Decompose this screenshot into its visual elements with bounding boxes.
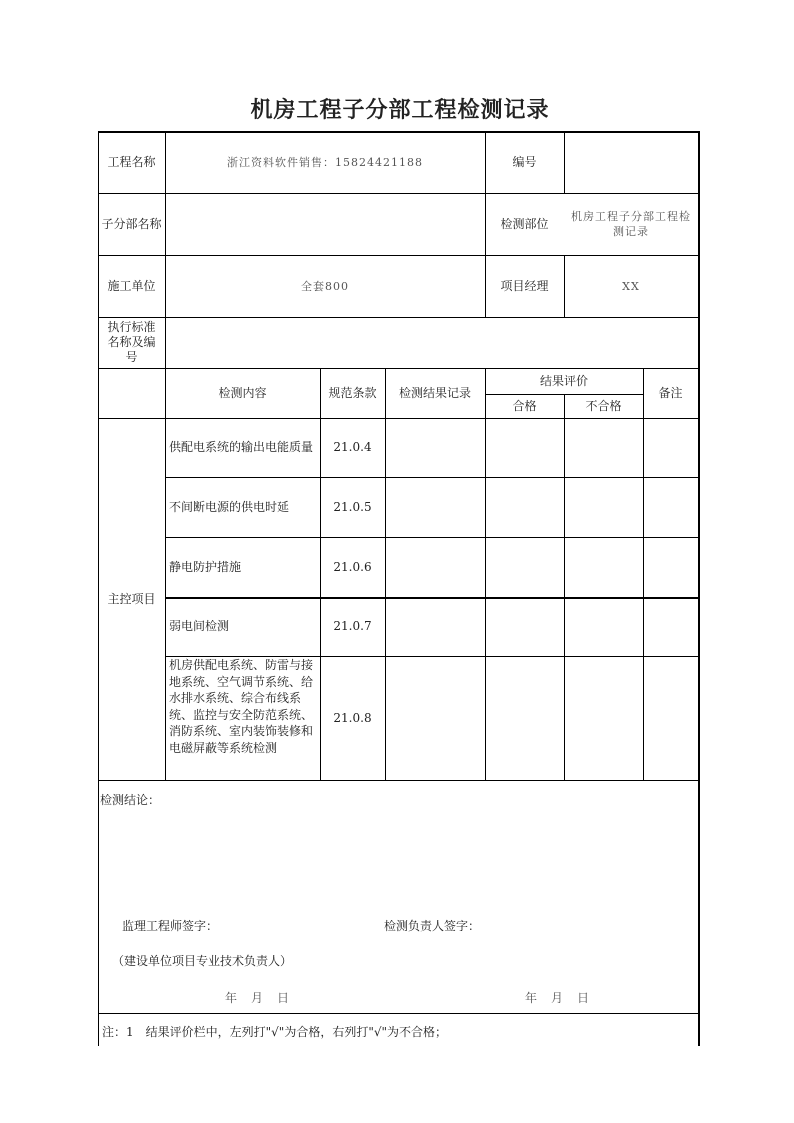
construction-unit-value[interactable]: 全套800 [301,279,349,293]
conclusion-label: 检测结论： [100,793,161,807]
row-content: 弱电间检测 [169,619,230,633]
standard-label: 执行标准名称及编号 [107,320,156,364]
subdivision-label: 子分部名称 [101,216,162,231]
number-value[interactable] [564,131,698,193]
inspector-sign-label: 检测负责人签字： [384,919,481,933]
supervisor-sign-label: 监理工程师签字： [122,919,219,933]
construction-unit-label: 施工单位 [107,278,156,293]
date-right: 年 月 日 [525,991,591,1005]
row-clause: 21.0.5 [333,499,372,514]
row-content: 不间断电源的供电时延 [169,499,290,514]
row-content: 机房供配电系统、防雷与接地系统、空气调节系统、给水排水系统、综合布线系统、监控与安全防范系统、消防系统、室内装饰装修和电磁屏蔽等系统检测 [169,658,314,755]
supervisor-note: （建设单位项目专业技术负责人） [112,954,293,968]
row-clause: 21.0.8 [333,710,372,725]
col-fail: 不合格 [585,398,622,413]
row-content: 供配电系统的输出电能质量 [169,440,314,454]
row-content: 静电防护措施 [169,559,242,574]
footnote: 注：1 结果评价栏中，左列打"√"为合格，右列打"√"为不合格； [102,1025,448,1039]
main-group-label: 主控项目 [107,591,156,606]
project-manager-value[interactable]: XX [622,279,640,293]
project-name-value[interactable]: 浙江资料软件销售：15824421188 [227,155,423,169]
date-left: 年 月 日 [225,991,291,1005]
col-record: 检测结果记录 [398,385,471,400]
inspection-part-value[interactable]: 机房工程子分部工程检测记录 [571,210,691,238]
col-content: 检测内容 [218,385,267,400]
project-name-label: 工程名称 [107,154,156,169]
row-clause: 21.0.7 [333,619,372,633]
row-clause: 21.0.4 [333,440,372,454]
project-manager-label: 项目经理 [500,278,549,293]
col-remark: 备注 [658,385,683,400]
subdivision-value[interactable] [165,193,485,255]
inspection-part-label: 检测部位 [500,216,549,231]
col-clause: 规范条款 [328,385,377,400]
page-title: 机房工程子分部工程检测记录 [250,98,550,123]
col-pass: 合格 [512,398,537,413]
row-clause: 21.0.6 [333,559,372,574]
number-label: 编号 [512,154,537,169]
standard-value[interactable] [165,317,698,368]
col-evaluation: 结果评价 [539,373,588,388]
